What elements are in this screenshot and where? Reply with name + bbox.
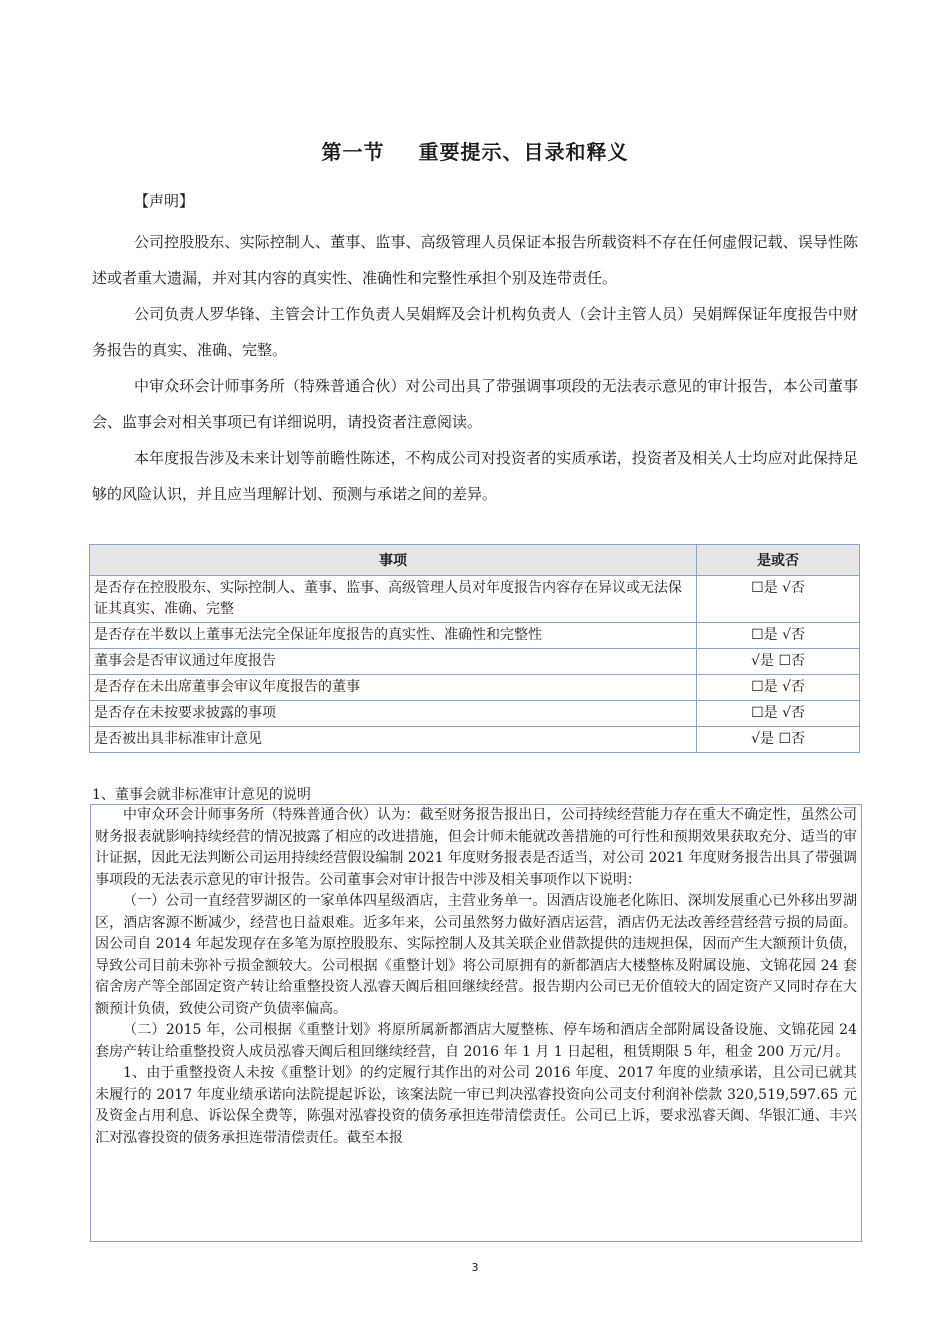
section-number: 第一节 [321, 140, 385, 164]
table-row [90, 649, 860, 675]
header-item: 事项 [90, 545, 697, 576]
section-heading: 重要提示、目录和释义 [418, 140, 629, 164]
row-item: 是否存在未按要求披露的事项 [90, 701, 697, 727]
opinion-paragraph: 1、由于重整投资人未按《重整计划》的约定履行其作出的对公司 2016 年度、2017 年度的业绩承诺，且公司已就其未履行的 2017 年度业绩承诺向法院提起诉讼，该案法院一审已判决泓睿投资向公司支付利润补偿款 320,519,597.65 元及资金占用利息、诉讼保全费等，陈强对泓睿投资的债务承担连带清偿责任。公司已上诉，要求泓睿天阗、华银汇通、丰兴汇对泓睿投资的债务承担连带清偿责任。截至本报 [95, 1065, 857, 1146]
table-row [90, 675, 860, 701]
row-item: 是否存在控股股东、实际控制人、董事、监事、高级管理人员对年度报告内容存在异议或无法保证其真实、准确、完整 [90, 576, 697, 623]
row-answer: √是 ☐否 [697, 727, 860, 753]
paragraph-guarantee: 公司控股股东、实际控制人、董事、监事、高级管理人员保证本报告所载资料不存在任何虚假记载、误导性陈述或者重大遗漏，并对其内容的真实性、准确性和完整性承担个别及连带责任。 [92, 233, 858, 287]
opinion-heading: 1、董事会就非标准审计意见的说明 [92, 787, 311, 803]
opinion-paragraph: （一）公司一直经营罗湖区的一家单体四星级酒店，主营业务单一。因酒店设施老化陈旧、深圳发展重心已外移出罗湖区，酒店客源不断减少，经营也日益艰难。近多年来，公司虽然努力做好酒店运营，酒店仍无法改善经营经营亏损的局面。因公司自 2014 年起发现存在多笔为原控股股东、实际控制人及其关联企业借款提供的违规担保，因而产生大额预计负债，导致公司目前未弥补亏损金额较大。公司根据《重整计划》将公司原拥有的新都酒店大楼整栋及附属设施、文锦花园 24 套宿舍房产等全部固定资产转让给重整投资人泓睿天阗后租回继续经营。报告期内公司已无价值较大的固定资产又同时存在大额预计负债，致使公司资产负债率偏高。 [95, 893, 857, 1017]
table-row [90, 727, 860, 753]
section-title [0, 136, 950, 165]
paragraph-forward-looking: 本年度报告涉及未来计划等前瞻性陈述，不构成公司对投资者的实质承诺，投资者及相关人士均应对此保持足够的风险认识，并且应当理解计划、预测与承诺之间的差异。 [92, 449, 858, 503]
table-row [90, 576, 860, 623]
row-answer: ☐是 √否 [697, 701, 860, 727]
paragraph-audit-report: 中审众环会计师事务所（特殊普通合伙）对公司出具了带强调事项段的无法表示意见的审计报告，本公司董事会、监事会对相关事项已有详细说明，请投资者注意阅读。 [92, 377, 858, 431]
row-answer: ☐是 √否 [697, 576, 860, 623]
table-row [90, 701, 860, 727]
paragraph-responsible-persons: 公司负责人罗华锋、主管会计工作负责人吴娟辉及会计机构负责人（会计主管人员）吴娟辉保证年度报告中财务报告的真实、准确、完整。 [92, 305, 858, 359]
table-header-row [90, 545, 860, 576]
confirmation-table [89, 544, 860, 753]
row-answer: √是 ☐否 [697, 649, 860, 675]
row-answer: ☐是 √否 [697, 675, 860, 701]
row-answer: ☐是 √否 [697, 623, 860, 649]
row-item: 是否存在半数以上董事无法完全保证年度报告的真实性、准确性和完整性 [90, 623, 697, 649]
page-number: 3 [471, 1261, 479, 1274]
table-row [90, 623, 860, 649]
row-item: 是否存在未出席董事会审议年度报告的董事 [90, 675, 697, 701]
statement-label: 【声明】 [134, 192, 195, 210]
opinion-paragraph: （二）2015 年，公司根据《重整计划》将原所属新都酒店大厦整栋、停车场和酒店全部附属设备设施、文锦花园 24 套房产转让给重整投资人成员泓睿天阗后租回继续经营，自 2016 年 1 月 1 日起租，租赁期限 5 年，租金 200 万元/月。 [95, 1022, 857, 1060]
opinion-box [90, 804, 862, 1242]
row-item: 董事会是否审议通过年度报告 [90, 649, 697, 675]
header-yes-no: 是或否 [697, 545, 860, 576]
row-item: 是否被出具非标准审计意见 [90, 727, 697, 753]
opinion-paragraph: 中审众环会计师事务所（特殊普通合伙）认为：截至财务报告报出日，公司持续经营能力存在重大不确定性，虽然公司财务报表就影响持续经营的情况披露了相应的改进措施，但会计师未能就改善措施的可行性和预期效果获取充分、适当的审计证据，因此无法判断公司运用持续经营假设编制 2021 年度财务报表是否适当，对公司 2021 年度财务报告出具了带强调事项段的无法表示意见的审计报告。公司董事会对审计报告中涉及相关事项作以下说明： [95, 807, 857, 888]
